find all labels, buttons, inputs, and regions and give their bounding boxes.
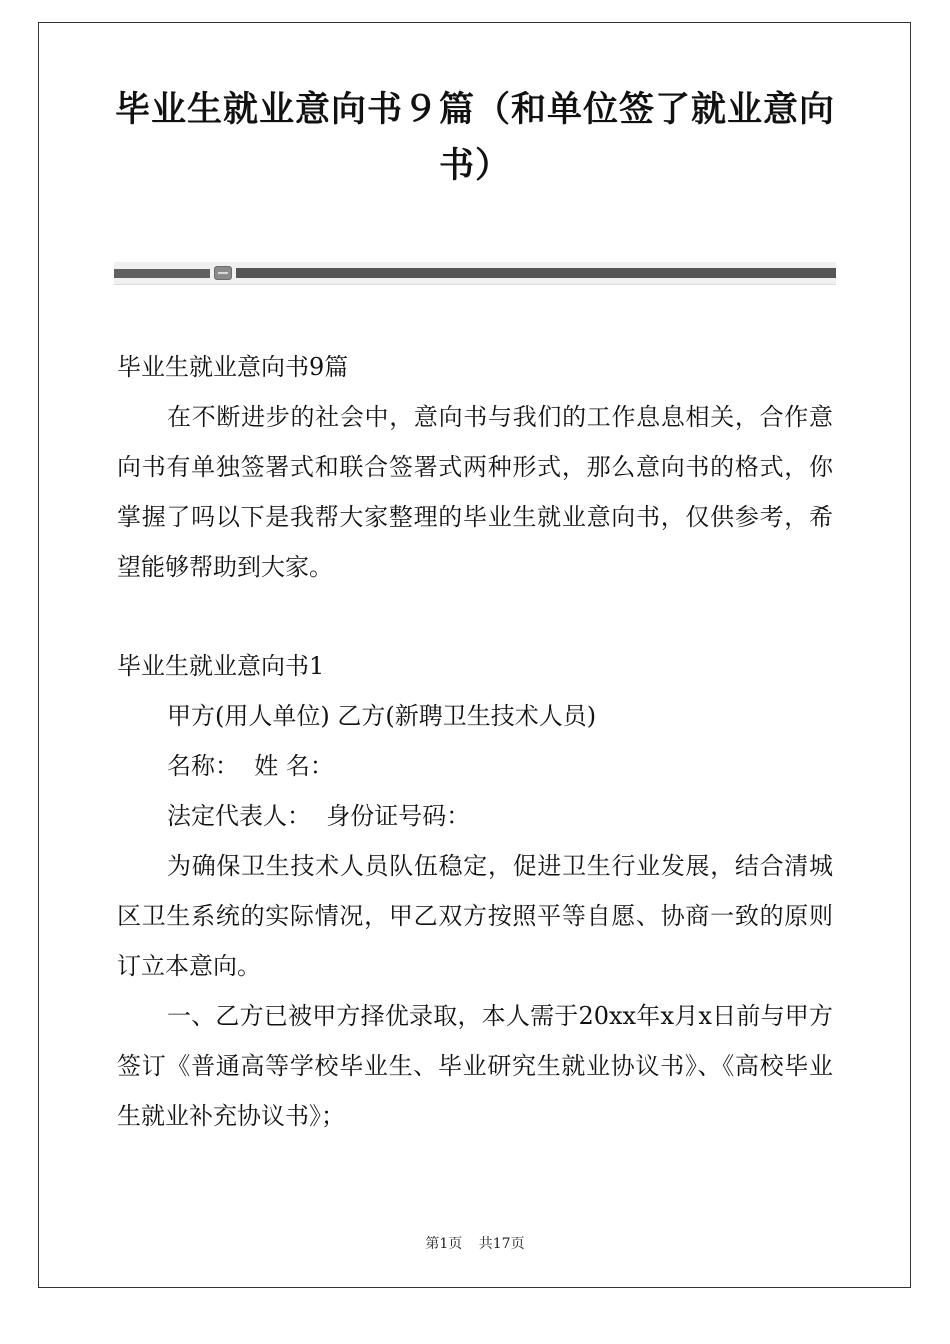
title-divider (114, 262, 836, 286)
party-line: 甲方(用人单位) 乙方(新聘卫生技术人员) (167, 702, 597, 730)
intro-paragraph: 在不断进步的社会中，意向书与我们的工作息息相关，合作意向书有单独签署式和联合签署式两种形式，那么意向书的格式，你掌握了吗以下是我帮大家整理的毕业生就业意向书，仅供参考，希望能够帮助到大家。 (117, 403, 833, 581)
representative-line: 法定代表人： 身份证号码： (167, 802, 471, 830)
page-total: 共17页 (478, 1236, 525, 1252)
section-heading: 毕业生就业意向书9篇 (117, 353, 349, 381)
purpose-paragraph: 为确保卫生技术人员队伍稳定，促进卫生行业发展，结合清城区卫生系统的实际情况，甲乙双方按照平等自愿、协商一致的原则订立本意向。 (117, 852, 833, 980)
name-line: 名称： 姓 名： (167, 752, 334, 780)
clause-paragraph: 一、乙方已被甲方择优录取，本人需于20xx年x月x日前与甲方签订《普通高等学校毕业生、毕业研究生就业协议书》、《高校毕业生就业补充协议书》； (117, 1002, 833, 1130)
item-heading: 毕业生就业意向书1 (117, 652, 325, 680)
page-footer (0, 1233, 950, 1253)
divider-ornament-icon (214, 266, 232, 280)
document-title: 毕业生就业意向书９篇（和单位签了就业意向书） (114, 89, 835, 186)
page-number: 第1页 (425, 1236, 463, 1252)
